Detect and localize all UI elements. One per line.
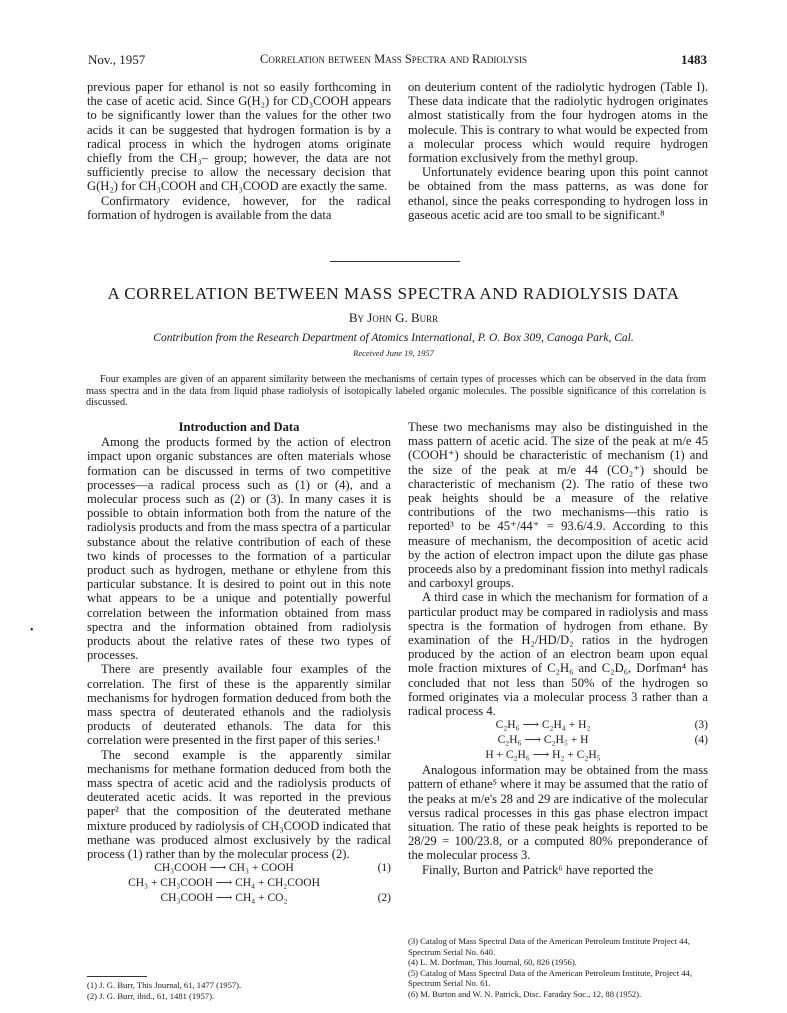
footnote: (2) J. G. Burr, ibid., 61, 1481 (1957). (87, 990, 215, 1001)
prev-paragraph: Unfortunately evidence bearing upon this point cannot be obtained from the mass patterns, as was done for ethanol, since the peaks corresponding to hydrogen loss in gaseous acetic acid are too small to be significant.⁸ (408, 165, 708, 222)
article-contribution: Contribution from the Research Department of Atomics International, P. O. Box 309, Canoga Park, Cal. (153, 332, 634, 344)
prev-paragraph: previous paper for ethanol is not so easily forthcoming in the case of acetic acid. Since G(H₂) for CD₃COOH appears to be significantly lower than the values for the other two acids it can be suggested that hydrogen formation is by a radical process in which the hydrogen atoms originate chiefly from the CH₃– group; however, the data are not sufficiently precise to allow the necessary decision that G(H₂) for CH₃COOH and CH₃COOD are exactly the same. (87, 80, 391, 194)
footnote: (6) M. Burton and W. N. Patrick, Disc. Faraday Soc., 12, 88 (1952). (408, 988, 642, 999)
body-paragraph: The second example is the apparently similar mechanisms for methane formation deduced from both the mass spectra of acetic acid and the radiolysis products of deuterated acetic acids. It was reported in the previous paper² that the composition of the deuterated methane mixture produced by radiolysis of CH₃COOD indicated that methane was produced almost exclusively by the radical process (1) rather than by the molecular process (2). (87, 747, 391, 862)
article-title: A CORRELATION BETWEEN MASS SPECTRA AND RADIOLYSIS DATA (107, 284, 680, 303)
footnotes-col2 (408, 936, 708, 999)
running-title: Correlation between Mass Spectra and Radiolysis (260, 52, 527, 66)
abstract-text: Four examples are given of an apparent similarity between the mechanisms of certain types of processes which can be observed in the data from mass spectra and in the data from liquid phase radiolysis of isotopically labeled organic molecules. The possible significance of this correlation is discussed. (86, 374, 706, 408)
footnote: (3) Catalog of Mass Spectral Data of the American Petroleum Institute Project 44, Spectrum Serial No. 640. (408, 936, 690, 957)
equation-number: (2) (377, 892, 391, 905)
equation-text: CH₃COOH ⟶ CH₄ + CO₂ (160, 892, 288, 905)
equation-2a (87, 876, 391, 891)
page-number: 1483 (681, 52, 707, 67)
equation-3 (408, 718, 708, 733)
equation-number: (3) (694, 719, 708, 732)
equation-number (678, 748, 708, 763)
equation-1 (87, 861, 391, 876)
equation-text: C₂H₆ ⟶ C₂H₅ + H (497, 734, 589, 747)
equation-4b (408, 748, 708, 763)
prev-paragraph: Confirmatory evidence, however, for the radical formation of hydrogen is available from the data (87, 193, 391, 222)
article-author: By John G. Burr (348, 310, 439, 325)
body-paragraph: A third case in which the mechanism for formation of a particular product may be compared in radiolysis and mass spectra is the formation of hydrogen from ethane. By examination of the H₂/HD/D₂ ratios in the hydrogen produced by the action of an electron beam upon equal mole fraction mixtures of C₂H₆ and C₂D₆, Dorfman⁴ has concluded that not less than 50% of the hydrogen so formed originates via a molecular process 3 rather than a radical process 4. (408, 590, 708, 719)
footnote: (5) Catalog of Mass Spectral Data of the American Petroleum Institute, Project 44, Spectrum Serial No. 61. (408, 967, 692, 988)
body-paragraph: Analogous information may be obtained from the mass pattern of ethane⁵ where it may be assumed that the ratio of the peaks at m/e's 28 and 29 are indicative of the molecular versus radical processes in this gas phase electron impact situation. The ratio of these peak heights is reported to be 28/29 = 100/23.8, or a computed 80% preponderance of the molecular process 3. (408, 763, 708, 863)
prev-article-col1 (87, 80, 391, 222)
body-paragraph: Finally, Burton and Patrick⁶ have reported the (422, 862, 654, 877)
equation-text: C₂H₆ ⟶ C₂H₄ + H₂ (495, 719, 591, 732)
equation-text: CH₃ + CH₃COOH ⟶ CH₄ + CH₂COOH (128, 877, 320, 890)
article-abstract (86, 374, 706, 409)
section-heading: Introduction and Data (178, 420, 300, 434)
footnote: (4) L. M. Dorfman, This Journal, 60, 826 (1956). (408, 957, 577, 967)
equation-4a (408, 733, 708, 748)
body-col1 (87, 420, 391, 906)
article-received-date: Received June 19, 1957 (353, 348, 434, 358)
body-paragraph: There are presently available four examples of the correlation. The first of these is the apparently similar mechanisms for hydrogen formation deduced from both the mass spectra of deuterated ethanols and the radiolysis products of deuterated ethanols. The data for this correlation were presented in the first paper of this series.¹ (87, 662, 391, 748)
equation-text: H + C₂H₆ ⟶ H₂ + C₂H₅ (485, 749, 601, 762)
article-divider (330, 261, 460, 262)
body-paragraph: Among the products formed by the action of electron impact upon organic substances are often materials whose formation can be discussed in terms of two competitive processes—a radical process such as (1) or (4), and a molecular process such as (2) or (3). In many cases it is possible to obtain information both from the nature of the radiolysis products and from the mass spectra of a particular substance about the relative contribution of each of these two kinds of processes to the formation of a particular product such as hydrogen, methane or ethylene from this particular substance. It is desired to point out in this note what appears to be a unique and potentially powerful correlation between the information obtained from mass spectra and the information obtained from radiolysis products about the relative rates of these two types of processes. (87, 435, 391, 663)
footnote-rule (87, 976, 147, 977)
footnotes-col1 (87, 980, 391, 1001)
prev-article-col2 (408, 80, 708, 222)
equation-number: (4) (694, 734, 708, 747)
equation-text: CH₃COOH ⟶ CH₃ + COOH (154, 862, 294, 875)
body-col2 (408, 420, 708, 877)
body-paragraph: These two mechanisms may also be distinguished in the mass pattern of acetic acid. The size of the peak at m/e 45 (COOH⁺) should be characteristic of mechanism (1) and the size of the peak at m/e 44 (CO₂⁺) should be characteristic of mechanism (2). The ratio of these two peak heights should be a measure of the relative contributions of the two mechanisms—this ratio is reported³ to be 45⁺/44⁺ = 93.6/4.9. According to this measure of mechanism, the decomposition of acetic acid by the action of electron impact upon the dilute gas phase proceeds also by a predominant fission into methyl radicals and carboxyl groups. (408, 420, 708, 591)
prev-paragraph: on deuterium content of the radiolytic hydrogen (Table I). These data indicate that the radiolytic hydrogen originates almost statistically from the four hydrogen atoms in the molecule. This is contrary to what would be expected from a molecular process which would require hydrogen formation exclusively from the methyl group. (408, 80, 708, 166)
equation-2b (87, 891, 391, 906)
equation-number: (1) (377, 862, 391, 875)
header-date: Nov., 1957 (88, 52, 146, 67)
margin-mark: • (30, 625, 34, 636)
equation-number (361, 876, 391, 891)
footnote: (1) J. G. Burr, This Journal, 61, 1477 (1957). (87, 980, 242, 990)
